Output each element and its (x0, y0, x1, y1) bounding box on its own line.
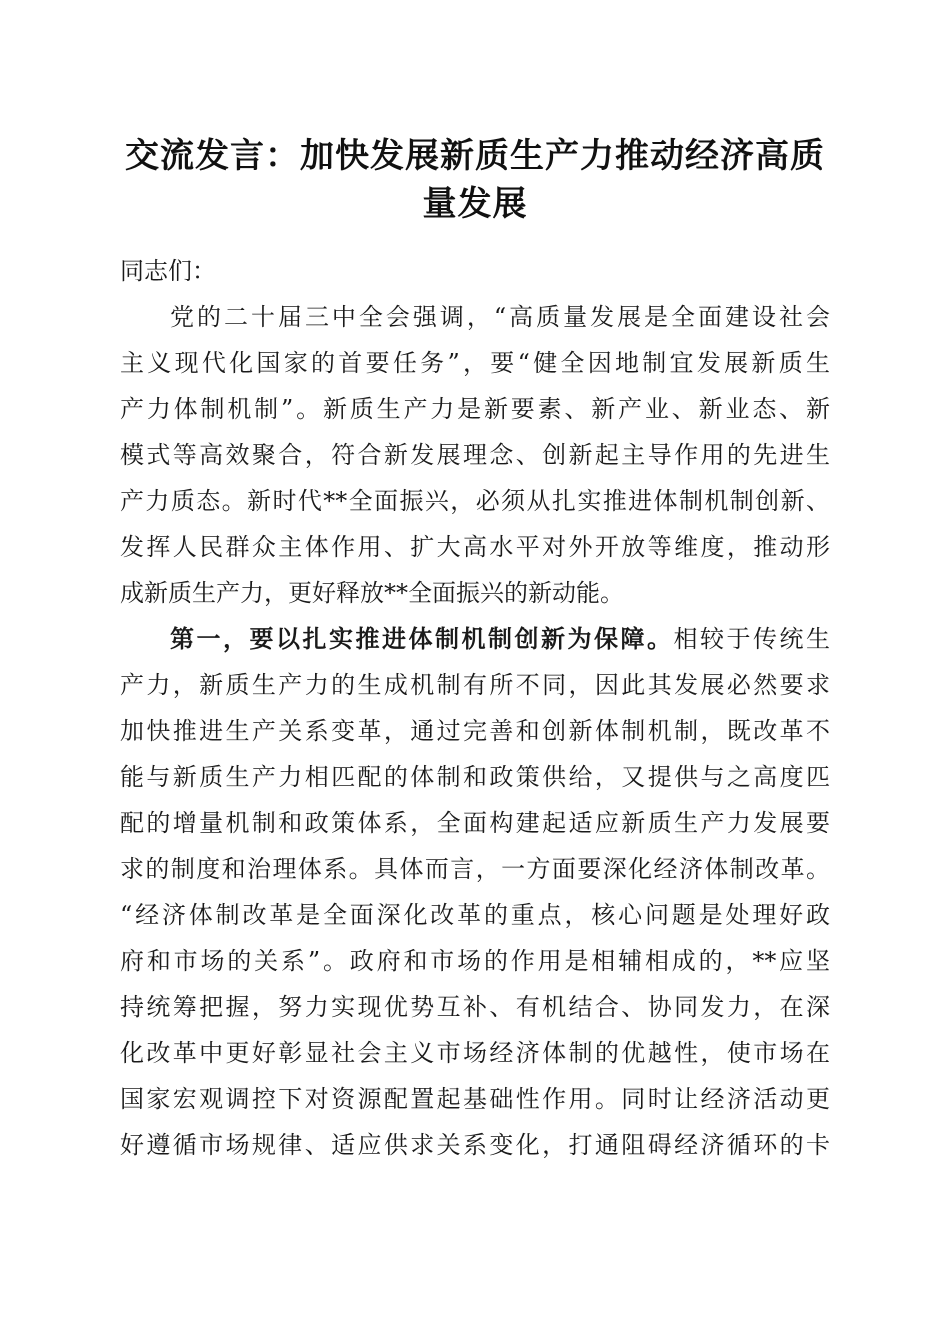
paragraph-line: 主义现代化国家的首要任务”，要“健全因地制宜发展新质生 (120, 349, 830, 377)
paragraph-line: 发挥人民群众主体作用、扩大高水平对外开放等维度，推动形 (120, 533, 830, 561)
document-title (110, 132, 840, 228)
paragraph-line: “经济体制改革是全面深化改革的重点，核心问题是处理好政 (120, 901, 830, 929)
paragraph-line: 模式等高效聚合，符合新发展理念、创新起主导作用的先进生 (120, 441, 830, 469)
paragraph-line: 加快推进生产关系变革，通过完善和创新体制机制，既改革不 (120, 717, 830, 745)
paragraph-line: 好遵循市场规律、适应供求关系变化，打通阻碍经济循环的卡 (120, 1131, 830, 1159)
paragraph-line: 国家宏观调控下对资源配置起基础性作用。同时让经济活动更 (120, 1085, 830, 1113)
paragraph-line: 求的制度和治理体系。具体而言，一方面要深化经济体制改革。 (120, 855, 830, 883)
paragraph-line: 能与新质生产力相匹配的体制和政策供给，又提供与之高度匹 (120, 763, 830, 791)
title-line-1: 交流发言：加快发展新质生产力推动经济高质 (125, 136, 825, 176)
paragraph-lead-heading: 第一，要以扎实推进体制机制创新为保障。 (170, 624, 674, 653)
paragraph-line: 配的增量机制和政策体系，全面构建起适应新质生产力发展要 (120, 809, 830, 837)
paragraph-line: 化改革中更好彰显社会主义市场经济体制的优越性，使市场在 (120, 1039, 830, 1067)
paragraph-line: 成新质生产力，更好释放**全面振兴的新动能。 (120, 579, 624, 607)
paragraph-line: 产力质态。新时代**全面振兴，必须从扎实推进体制机制创新、 (120, 487, 830, 515)
salutation: 同志们： (120, 257, 216, 285)
paragraph-line: 党的二十届三中全会强调，“高质量发展是全面建设社会 (170, 303, 830, 331)
paragraph-line (120, 616, 830, 662)
paragraph-1 (120, 294, 830, 616)
title-line-2: 量发展 (422, 184, 528, 224)
paragraph-line-rest: 相较于传统生 (673, 625, 830, 653)
paragraph-2 (120, 616, 830, 1168)
paragraph-line: 产力体制机制”。新质生产力是新要素、新产业、新业态、新 (120, 395, 830, 423)
paragraph-line: 持统筹把握，努力实现优势互补、有机结合、协同发力，在深 (120, 993, 830, 1021)
paragraph-line: 府和市场的关系”。政府和市场的作用是相辅相成的，**应坚 (120, 947, 830, 975)
document-body (120, 248, 830, 1168)
paragraph-line: 产力，新质生产力的生成机制有所不同，因此其发展必然要求 (120, 671, 830, 699)
